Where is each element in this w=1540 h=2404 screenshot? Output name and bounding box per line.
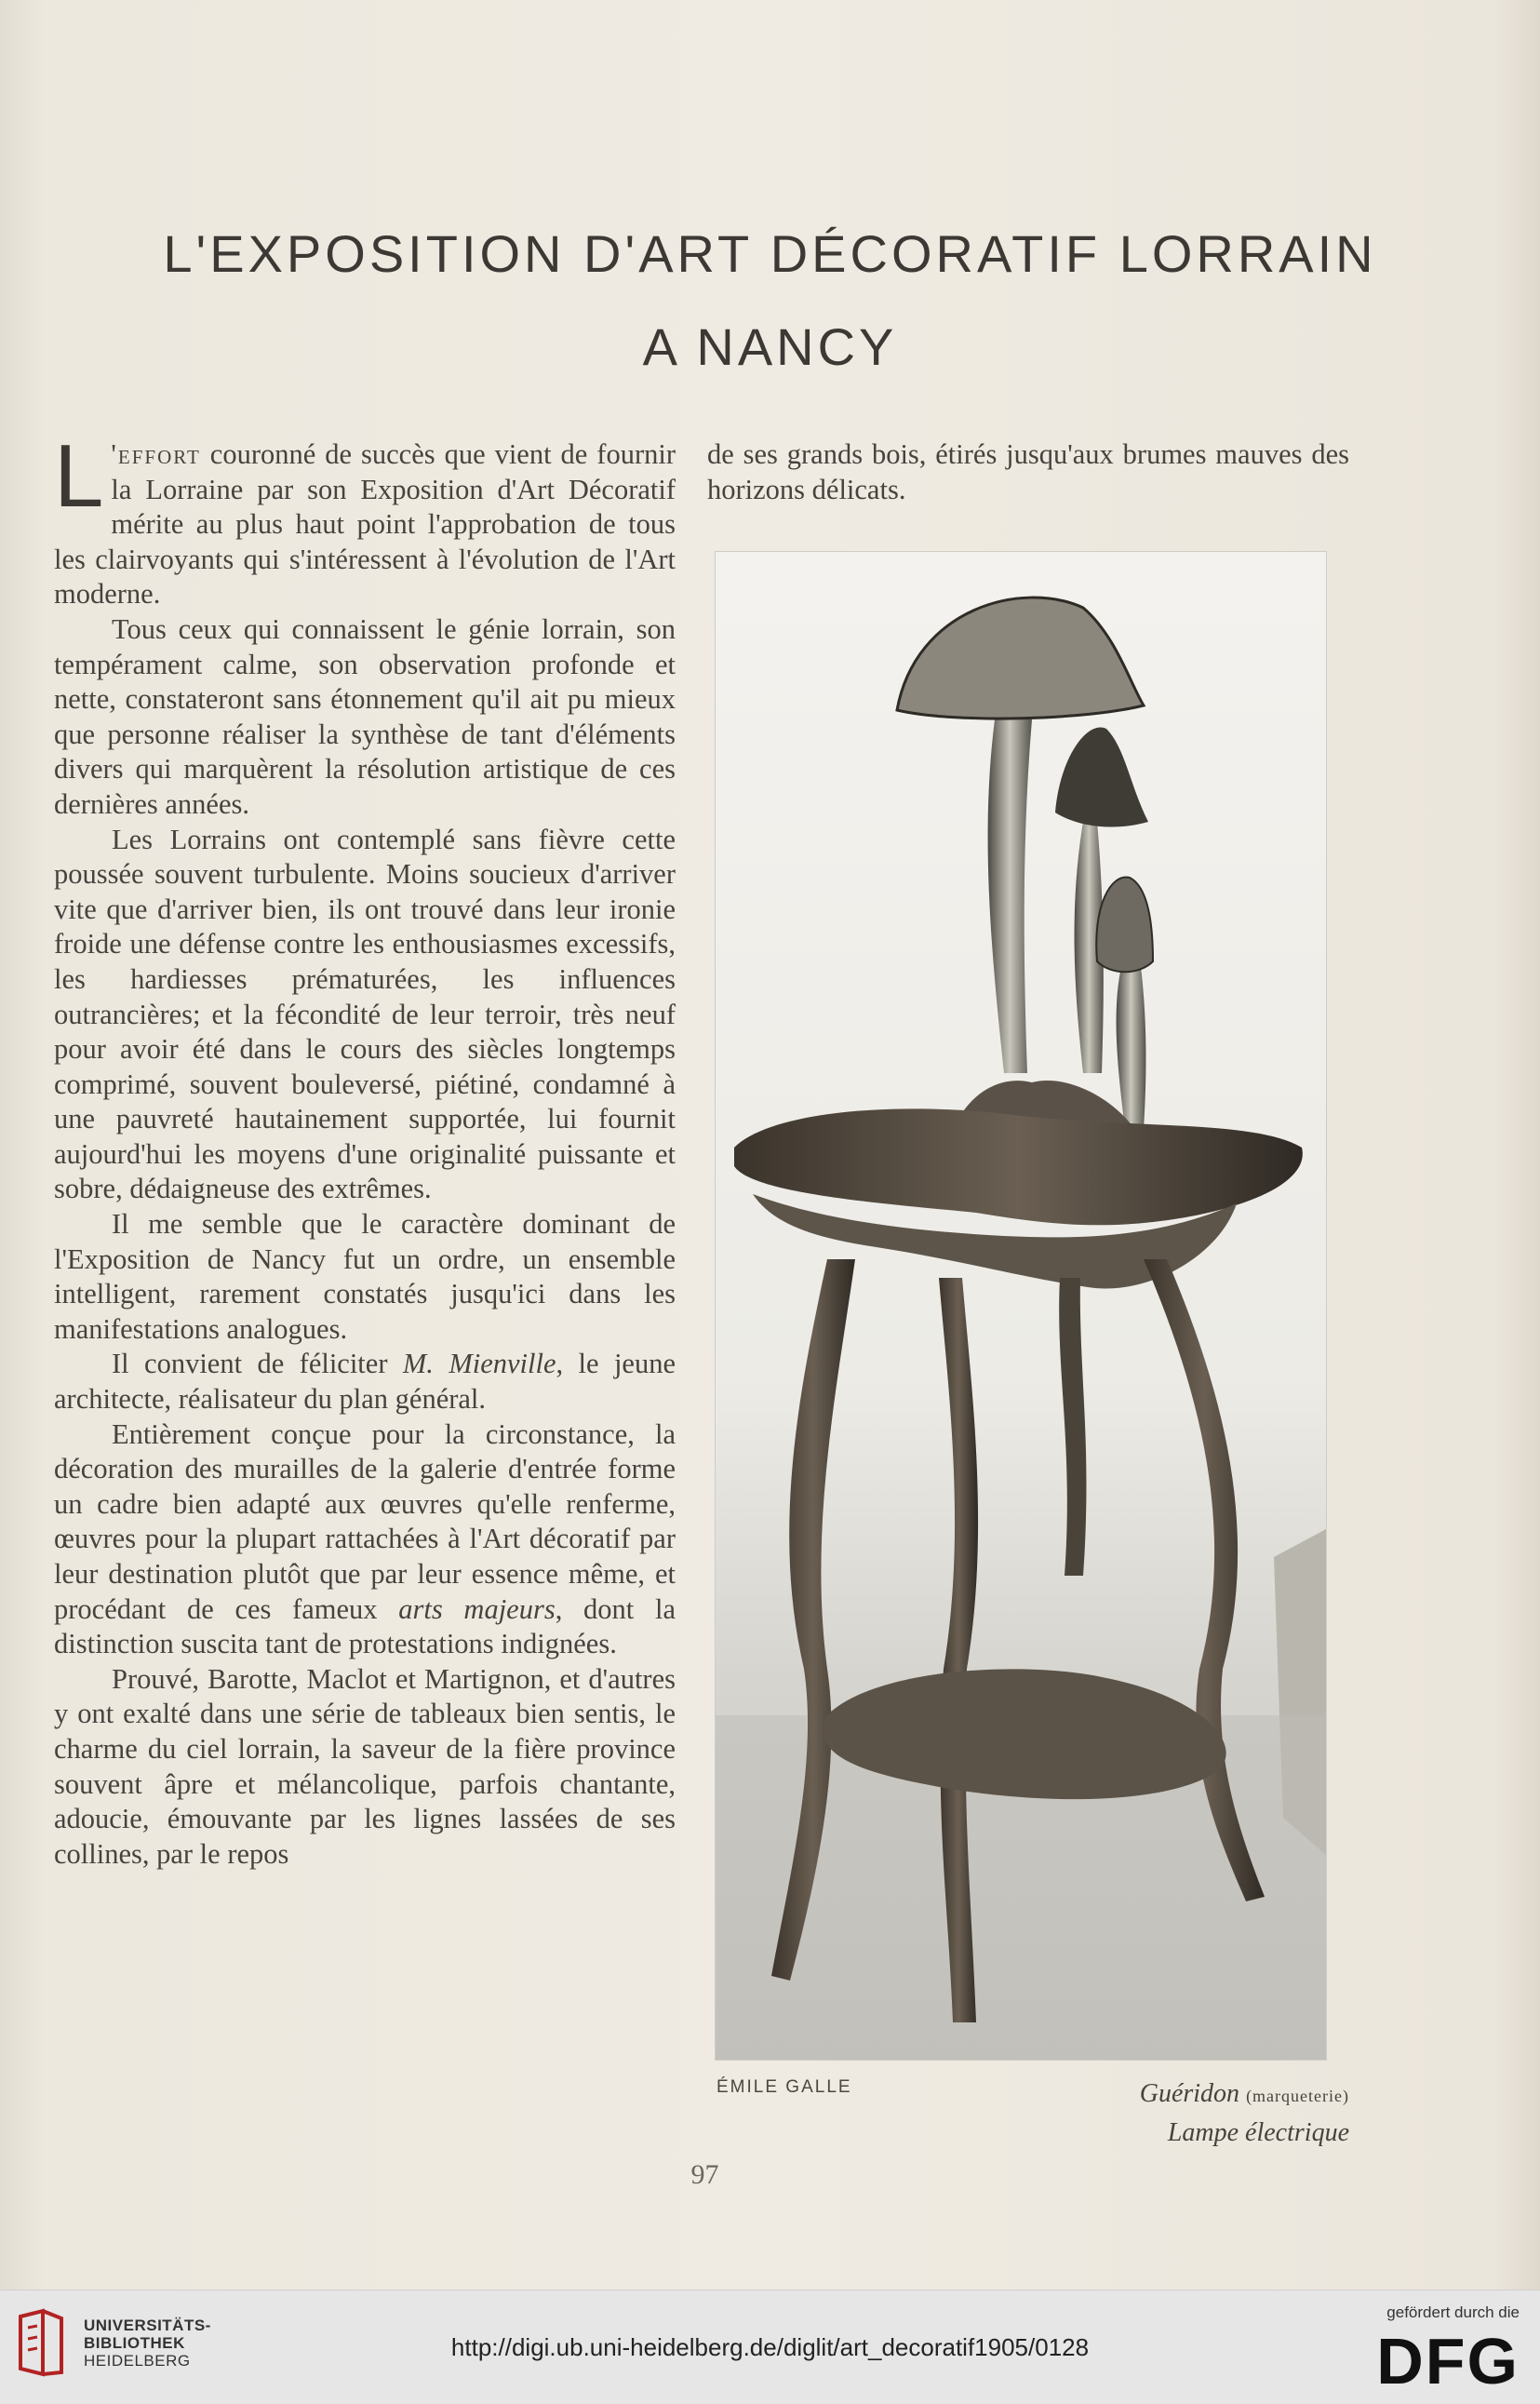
paragraph-5-text: Il convient de féliciter: [112, 1348, 403, 1380]
caption-line-2: Lampe électrique: [1167, 2118, 1349, 2147]
paragraph-7: Prouvé, Barotte, Maclot et Martignon, et d'autres y ont exalté dans une série de tableaux bien sentis, le charme du ciel lorrain, la saveur de la fière province souvent âpre et mélancolique, parfois chantante, adoucie, émouvante par les lignes lassées de ses collines, par le repos: [54, 1662, 676, 1870]
paragraph-5: [54, 1347, 676, 1417]
library-line-2: BIBLIOTHEK: [84, 2334, 185, 2352]
figure-credit: ÉMILE GALLE: [716, 2077, 852, 2097]
caption-line-1: [1070, 2075, 1349, 2115]
paragraph-1: [54, 426, 676, 612]
drop-cap: L: [54, 426, 104, 526]
funding-caption: gefördert durch die: [1386, 2303, 1520, 2321]
paragraph-6-text: Entièrement conçue pour la circonstance, la décoration des murailles de la galerie d'entrée forme un cadre bien adapté aux œuvres qu'elle renferme, œuvres pour la plupart rattachées à l'Art décoratif par leur destination plutôt que par leur essence même, et procédant de ces fameux: [54, 1417, 676, 1625]
paragraph-2: Tous ceux qui connaissent le génie lorrain, son tempérament calme, son observation profonde et nette, constateront sans étonnement qu'il ait pu mieux que personne réaliser la synthèse de tant d'éléments divers qui marquèrent la résolution artistique de ces dernières années.: [54, 612, 676, 820]
lamp-shade-large: [897, 598, 1144, 719]
paragraph-6-text-end: , dont la distinction suscita tant de protestations indignées.: [54, 1592, 676, 1660]
paragraph-5-text-end: , le jeune architecte, réalisateur du plan général.: [54, 1348, 676, 1416]
page-number: 97: [690, 2159, 719, 2190]
caption-note: (marqueterie): [1246, 2087, 1349, 2105]
table-top: [734, 1108, 1303, 1225]
library-line-1: UNIVERSITÄTS-: [84, 2317, 211, 2334]
viewer-footer: [0, 2290, 1540, 2404]
article-title-line1: L'EXPOSITION D'ART DÉCORATIF LORRAIN: [163, 224, 1377, 283]
paragraph-1-text: couronné de succès que vient de fournir la Lorraine par son Exposition d'Art Décoratif mérite au plus haut point l'approbation de tous les clairvoyants qui s'intéressent à l'évolution de l'Art moderne.: [54, 438, 676, 611]
article-title-line2: A NANCY: [642, 317, 898, 376]
right-text-column: [707, 437, 1349, 507]
right-column-paragraph: de ses grands bois, étirés jusqu'aux brumes mauves des horizons délicats.: [707, 438, 1349, 505]
table-leg-back: [1059, 1278, 1086, 1576]
lamp-stem-tall: [988, 719, 1032, 1073]
caption-object: Guéridon: [1139, 2079, 1240, 2108]
architect-name: M. Mienville: [402, 1348, 556, 1380]
dfg-logo-icon[interactable]: DFG: [1376, 2325, 1520, 2397]
paragraph-6: [54, 1417, 676, 1662]
first-word: 'effort: [111, 438, 201, 470]
lamp-shade-medium: [1055, 727, 1148, 826]
gueridon-lamp-photograph: [715, 551, 1327, 2061]
paragraph-4: Il me semble que le caractère dominant de l'Exposition de Nancy fut un ordre, un ensemble intelligent, rarement constatés jusqu'ici dans les manifestations analogues.: [54, 1208, 676, 1345]
gueridon-lamp-illustration: [716, 552, 1326, 2060]
permalink-url[interactable]: http://digi.ub.uni-heidelberg.de/diglit/art_decoratif1905/0128: [450, 2333, 1090, 2361]
left-text-column: [54, 426, 676, 1872]
lamp-bud: [1096, 878, 1153, 973]
figure-caption: [1070, 2075, 1349, 2152]
lamp-stem-short: [1117, 952, 1146, 1129]
arts-majeurs: arts majeurs: [398, 1592, 556, 1625]
paragraph-3: Les Lorrains ont contemplé sans fièvre cette poussée souvent turbulente. Moins soucieux d'arriver vite que d'arriver bien, ils ont trouvé dans leur ironie froide une défense contre les enthousiasmes excessifs, les hardiesses prématurées, les influences outrancières; et la fécondité de leur terroir, très neuf pour avoir été dans le cours des siècles longtemps comprimé, souvent bouleversé, piétiné, condamné à une pauvreté hautainement supportée, lui fournit aujourd'hui les moyens d'une originalité puissante et sobre, dédaigneuse des extrêmes.: [54, 823, 676, 1205]
library-line-3: HEIDELBERG: [84, 2352, 191, 2370]
